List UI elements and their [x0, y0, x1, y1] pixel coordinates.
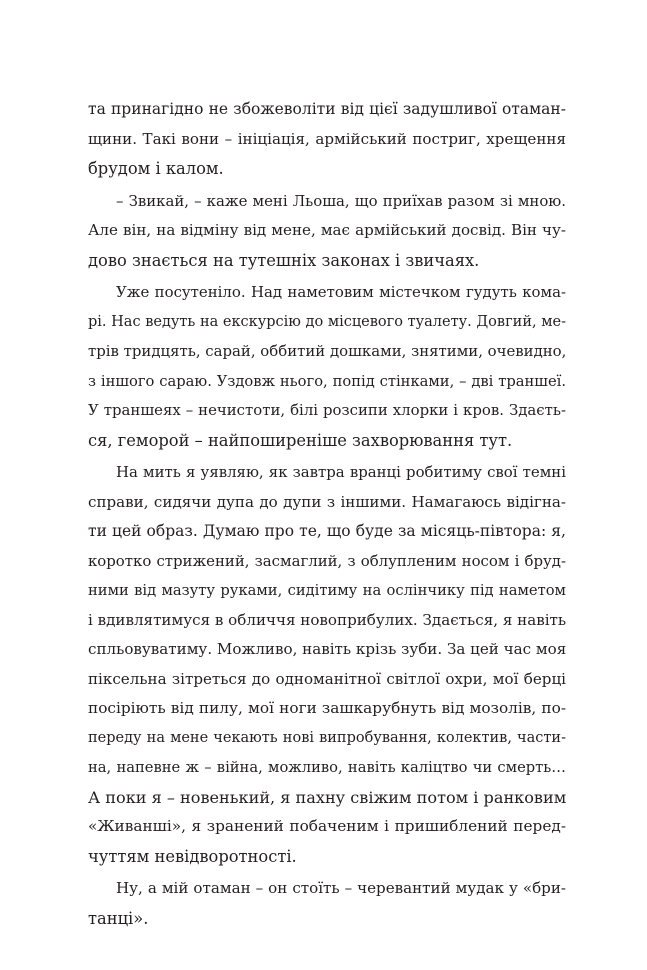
text-line: На мить я уявляю, як завтра вранці робитиму свої темні [116, 463, 566, 481]
paragraph [88, 458, 566, 871]
text-line: піксельна зітреться до одноманітної світлої охри, мої берці [88, 669, 566, 688]
body-text [88, 95, 566, 936]
text-line: чуттям невідворотності. [88, 846, 297, 866]
paragraph [88, 187, 566, 276]
paragraph [88, 278, 566, 455]
text-line: «Живанші», я зранений побаченим і пришиблений перед- [88, 817, 566, 835]
text-line: А поки я – новенький, я пахну свіжим потом і ранковим [88, 787, 567, 807]
text-line: Уже посутеніло. Над наметовим містечком гудуть кома- [116, 283, 566, 301]
text-line: ними від мазуту руками, сидітиму на ослінчику під наметом [88, 582, 566, 599]
text-line: посіріють від пилу, мої ноги зашкарубнуть від мозолів, по- [88, 699, 566, 717]
text-line: Ну, а мій отаман – он стоїть – черевантий мудак у «бри- [116, 879, 566, 897]
text-line: ся, геморой – найпоширеніше захворювання тут. [88, 430, 513, 450]
text-line: дово знається на тутешніх законах і звичаях. [88, 250, 480, 270]
text-line: з іншого сараю. Уздовж нього, попід стінками, – дві траншеї. [88, 372, 566, 390]
text-line: спльовуватиму. Можливо, навіть крізь зуби. За цей час моя [88, 640, 567, 658]
paragraph [88, 874, 566, 933]
text-line: танці». [88, 908, 149, 928]
text-line: на, напевне ж – війна, можливо, навіть каліцтво чи смерть… [88, 759, 566, 776]
text-line: переду на мене чекають нові випробування, колектив, части- [88, 729, 566, 746]
text-line: У траншеях – нечистоти, білі розсипи хлорки і кров. Здаєть- [88, 401, 566, 419]
text-line: трів тридцять, сарай, оббитий дошками, знятими, очевидно, [88, 342, 567, 360]
text-line: брудом і калом. [88, 159, 224, 178]
text-line: коротко стрижений, засмаглий, з облупленим носом і бруд- [88, 551, 566, 570]
text-line: щини. Такі вони – ініціація, армійський постриг, хрещення [88, 129, 566, 148]
text-line: ти цей образ. Думаю про те, що буде за місяць-півтора: я, [88, 522, 566, 540]
paragraph [88, 95, 566, 184]
text-line: справи, сидячи дупа до дупи з іншими. Намагаюсь відігна- [88, 492, 566, 511]
text-line: – Звикай, – каже мені Льоша, що приїхав разом зі мною. [116, 191, 566, 210]
text-line: і вдивлятимуся в обличчя новоприбулих. Здається, я навіть [88, 610, 567, 629]
text-line: та принагідно не збожеволіти від цієї задушливої отаман- [88, 100, 566, 118]
text-line: рі. Нас ведуть на екскурсію до місцевого туалету. Довгий, ме- [88, 313, 566, 330]
text-line: Але він, на відміну від мене, має армійський досвід. Він чу- [88, 221, 566, 239]
